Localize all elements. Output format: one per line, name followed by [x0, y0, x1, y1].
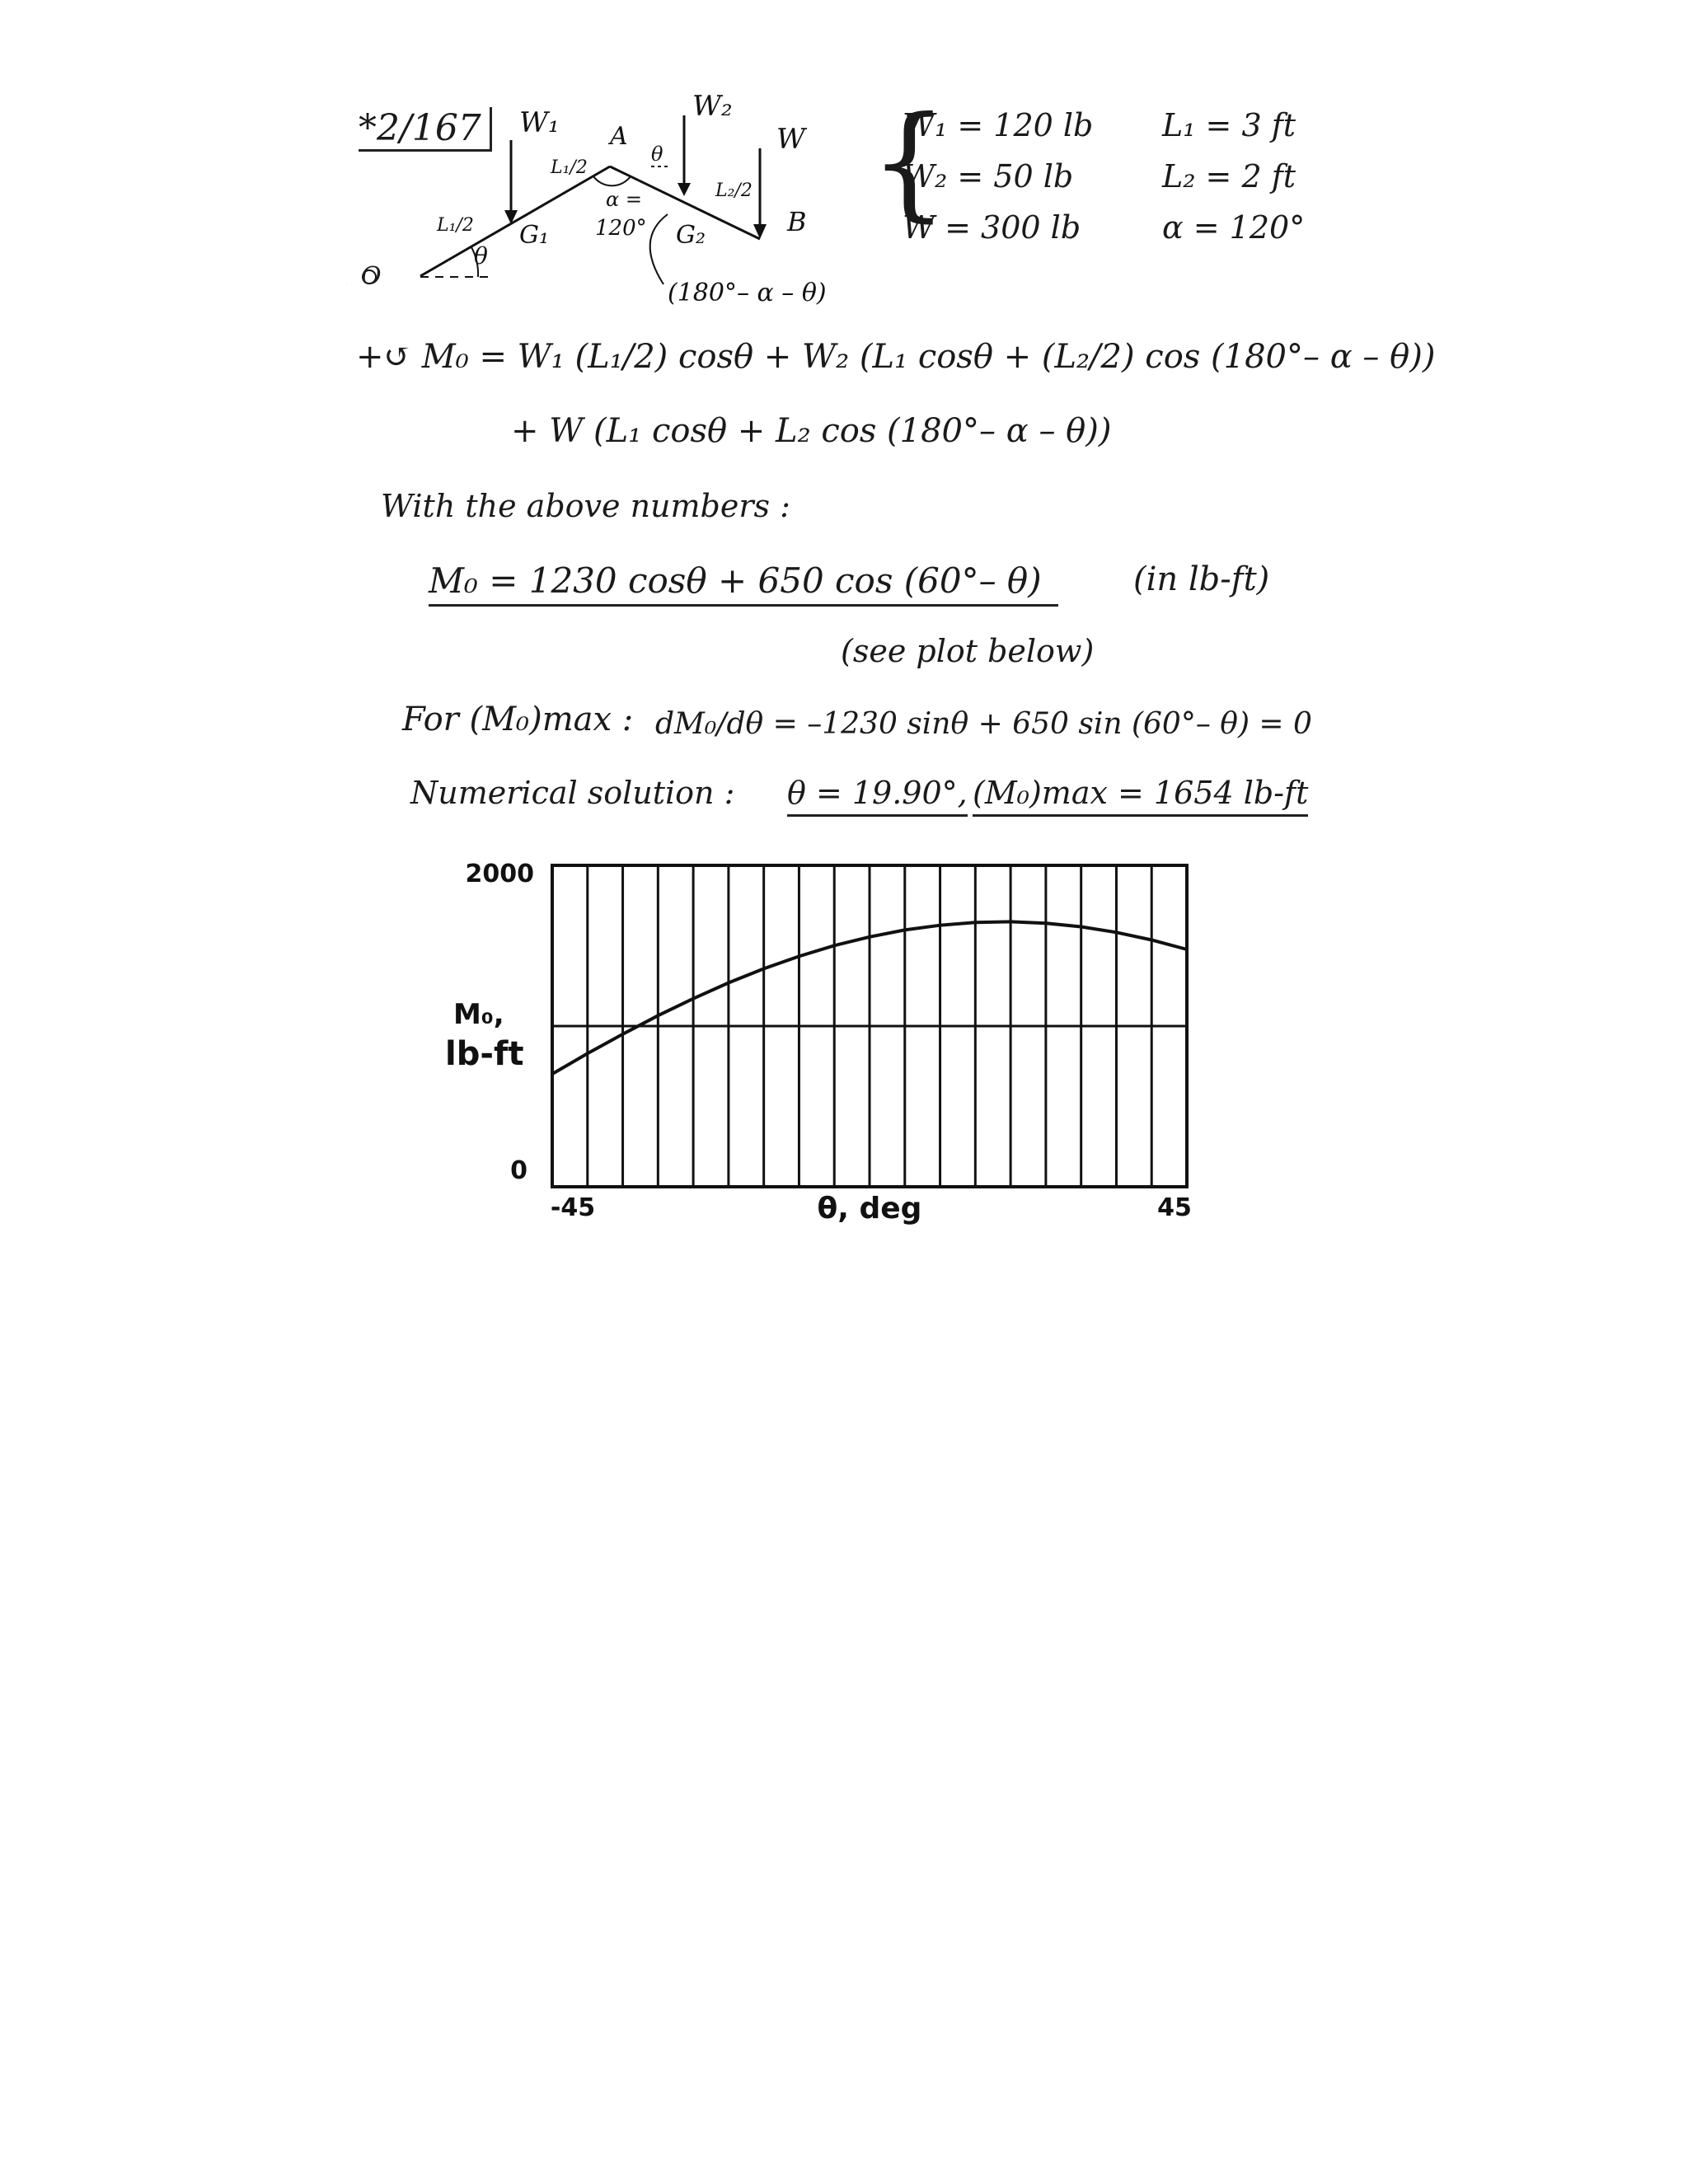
- given-right-2: L₂ = 2 ft: [1162, 158, 1296, 194]
- half-l1-upper-label: L₁/2: [551, 157, 588, 178]
- theta-o-label: θ: [474, 242, 488, 269]
- w1-label: W₁: [519, 106, 560, 139]
- given-right-1: L₁ = 3 ft: [1162, 107, 1296, 143]
- y-axis-label-1: M₀,: [453, 998, 504, 1031]
- free-body-diagram: [346, 91, 857, 321]
- mo-result: [429, 560, 1058, 601]
- angle-expr-label: (180°– α – θ): [668, 279, 827, 307]
- w2-arrowhead: [678, 183, 691, 196]
- alpha-val-label: 120°: [595, 216, 647, 241]
- with-numbers-text: With the above numbers :: [381, 488, 790, 524]
- problem-number-text: *2/167: [359, 107, 492, 152]
- a-label: A: [610, 122, 628, 151]
- see-plot-text: (see plot below): [841, 633, 1095, 669]
- mo-max-result: (M₀)max = 1654 lb-ft: [973, 775, 1308, 811]
- given-left-3: W = 300 lb: [903, 209, 1081, 246]
- y-axis-label-2: lb-ft: [445, 1035, 524, 1073]
- given-brace: {: [870, 91, 949, 234]
- plot-grid: [552, 865, 1187, 1187]
- y-tick-bottom: 0: [510, 1156, 528, 1185]
- o-label: O: [346, 285, 347, 286]
- support-o-label: O: [361, 262, 382, 291]
- mo-result-text: M₀ = 1230 cosθ + 650 cos (60°– θ): [429, 560, 1058, 607]
- g2-label: G₂: [676, 221, 706, 250]
- theta-result: θ = 19.90°,: [787, 775, 968, 811]
- units-text: (in lb-ft): [1133, 560, 1270, 598]
- x-axis-label: θ, deg: [817, 1192, 922, 1226]
- given-left-2: W₂ = 50 lb: [903, 158, 1074, 194]
- w-label: W: [776, 123, 805, 156]
- derivative-text: dM₀/dθ = –1230 sinθ + 650 sin (60°– θ) = 0: [655, 707, 1312, 741]
- half-l1-lower-label: L₁/2: [437, 215, 474, 236]
- theta-a-label: θ: [651, 143, 663, 166]
- numerical-label: Numerical solution :: [410, 775, 735, 811]
- given-left-1: W₁ = 120 lb: [903, 107, 1094, 143]
- for-max-text: For (M₀)max :: [402, 701, 634, 738]
- w2-label: W₂: [692, 91, 733, 123]
- alpha-eq-label: α =: [606, 188, 642, 211]
- x-tick-right: 45: [1157, 1193, 1192, 1222]
- moment-plot: [412, 849, 1203, 1244]
- x-tick-left: -45: [550, 1193, 596, 1222]
- angle-leader: [650, 214, 668, 284]
- half-l2-label: L₂/2: [715, 180, 753, 201]
- b-label: B: [787, 206, 807, 237]
- given-right-3: α = 120°: [1162, 209, 1306, 246]
- g1-label: G₁: [519, 221, 549, 250]
- alpha-arc: [593, 176, 631, 185]
- y-tick-top: 2000: [465, 860, 534, 888]
- moment-equation-line1: +↺ M₀ = W₁ (L₁/2) cosθ + W₂ (L₁ cosθ + (L₂/2) cos (180°– α – θ)): [356, 338, 1436, 376]
- moment-equation-line2: + W (L₁ cosθ + L₂ cos (180°– α – θ)): [511, 412, 1112, 450]
